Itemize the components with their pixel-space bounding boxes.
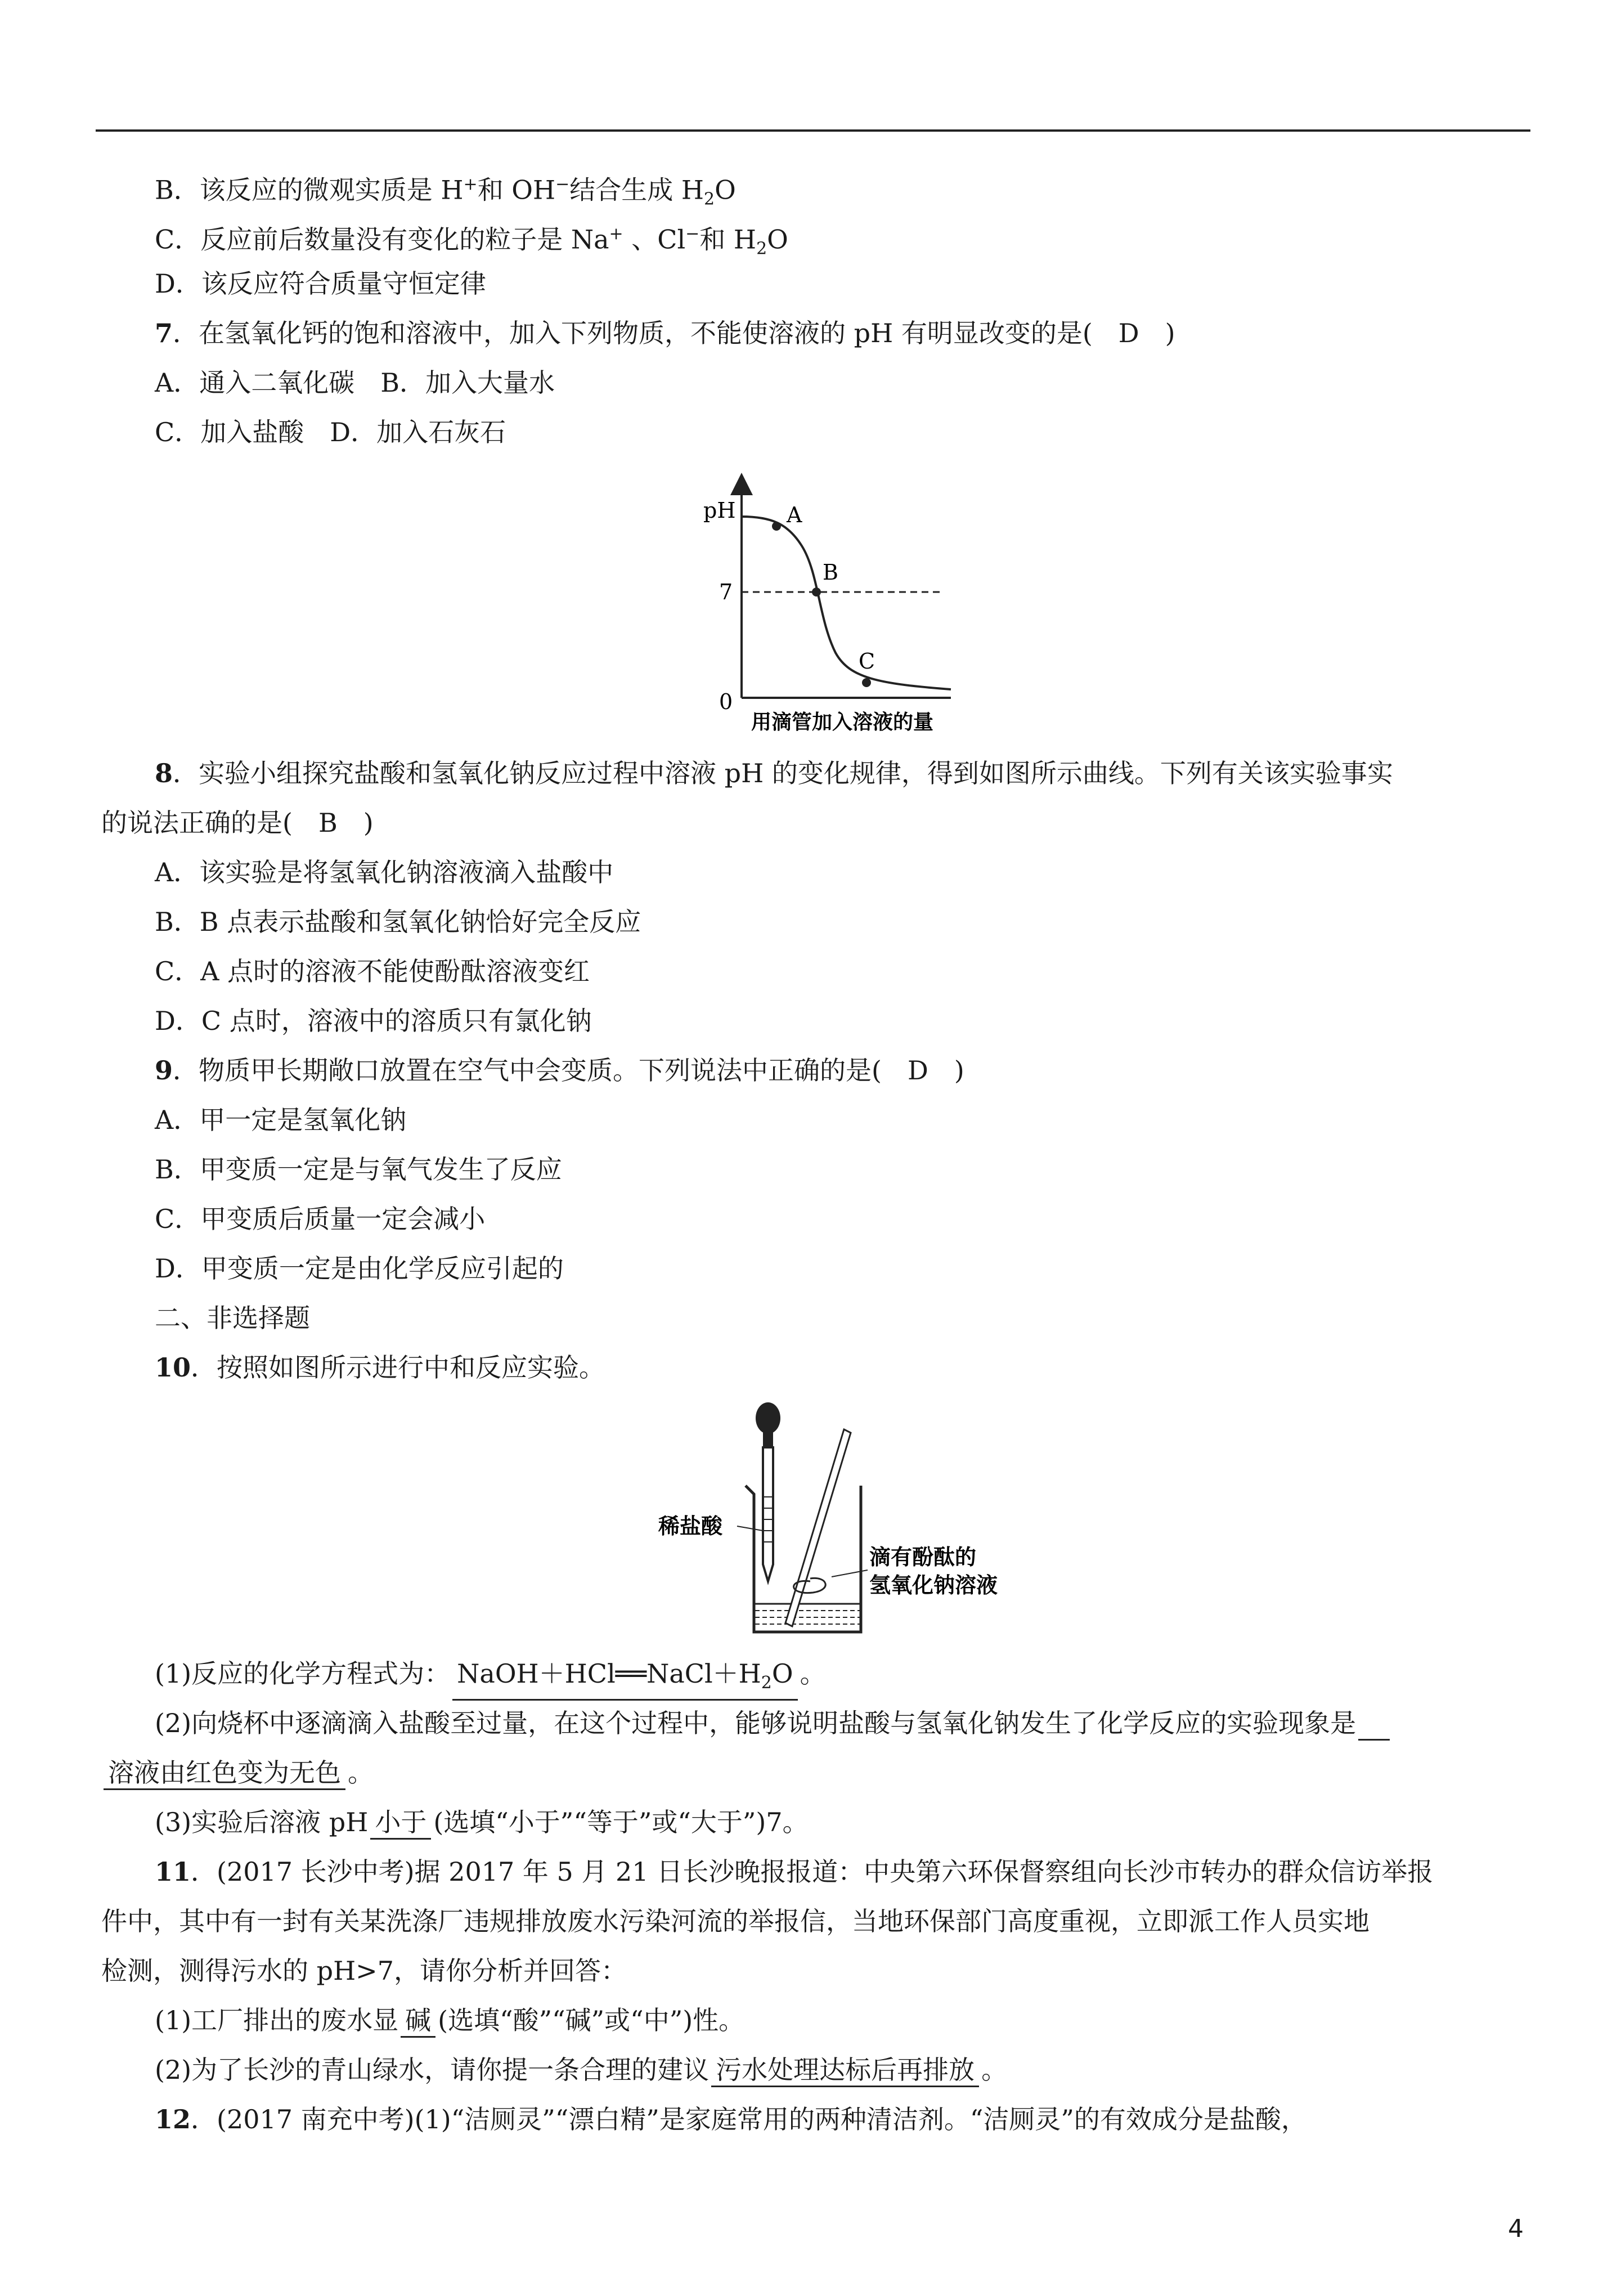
page-number: 4 — [1508, 2214, 1524, 2243]
q11-part1: (1)工厂排出的废水显 碱 (选填“酸”“碱”或“中”)性。 — [0, 1995, 1621, 2045]
q10-answer-3: 小于 — [370, 1806, 431, 1840]
origin-label: 0 — [719, 689, 733, 714]
q8-stem-line2: 的说法正确的是( B ) — [101, 808, 374, 838]
q8-option-a: A．该实验是将氢氧化钠溶液滴入盐酸中 — [155, 857, 614, 887]
q10-stem: 10．按照如图所示进行中和反应实验。 — [155, 1352, 605, 1383]
ph-curve — [742, 517, 951, 689]
q10-part2-line1: (2)向烧杯中逐滴滴入盐酸至过量，在这个过程中，能够说明盐酸与氢氧化钠发生了化学反应的实验现象是 — [0, 1698, 1621, 1748]
q11-answer-2: 污水处理达标后再排放 — [711, 2054, 979, 2087]
point-b-marker — [812, 588, 821, 597]
q11-part2: (2)为了长沙的青山绿水，请你提一条合理的建议 污水处理达标后再排放 。 — [0, 2045, 1621, 2095]
q10-part1: (1)反应的化学方程式为： $NaOH+HCl══NaCl+H_2O$ 。 — [0, 1649, 1621, 1698]
q10-part3: (3)实验后溶液 pH 小于 (选填“小于”“等于”或“大于”)7。 — [0, 1797, 1621, 1847]
q11-stem-line1: 11．(2017 长沙中考)据 2017 年 5 月 21 日长沙晚报报道：中央第六环保督察组向长沙市转办的群众信访举报 — [155, 1856, 1434, 1887]
point-c-marker — [862, 678, 871, 687]
q6-option-b: B．该反应的微观实质是 H+和 OH−结合生成 $H_2O$ — [155, 174, 736, 209]
label-naoh-line2: 氢氧化钠溶液 — [869, 1572, 998, 1598]
dropper-tube — [763, 1447, 773, 1581]
point-a-marker — [772, 522, 781, 531]
q6-option-d: D．该反应符合质量守恒定律 — [155, 268, 486, 299]
label-naoh-line1: 滴有酚酞的 — [869, 1544, 977, 1569]
q10-answer-1: $NaOH+HCl══NaCl+H_2O$ — [452, 1658, 797, 1701]
q9-option-b: B．甲变质一定是与氧气发生了反应 — [155, 1154, 562, 1185]
x-axis-label: 用滴管加入溶液的量 — [751, 710, 934, 734]
tick-7: 7 — [719, 580, 733, 604]
section-heading: 二、非选择题 — [155, 1303, 310, 1333]
q6-option-c: C．反应前后数量没有变化的粒子是 Na+ 、Cl−和 $H_2O$ — [155, 224, 788, 259]
beaker-liquid — [755, 1604, 860, 1624]
point-c-label: C — [859, 649, 875, 674]
q8-option-b: B．B 点表示盐酸和氢氧化钠恰好完全反应 — [155, 907, 641, 937]
glass-rod — [785, 1429, 851, 1626]
q7-options-cd: C．加入盐酸 D．加入石灰石 — [155, 417, 506, 447]
q7-stem: 7．在氢氧化钙的饱和溶液中，加入下列物质，不能使溶液的 pH 有明显改变的是( D ) — [155, 318, 1175, 348]
label-dilute-hcl: 稀盐酸 — [658, 1513, 723, 1539]
q9-option-a: A．甲一定是氢氧化钠 — [155, 1105, 407, 1135]
dropper-bulb — [756, 1402, 780, 1434]
header-rule — [96, 129, 1530, 132]
point-b-label: B — [823, 560, 838, 585]
y-axis-label: pH — [703, 498, 736, 523]
q11-stem-line2: 件中，其中有一封有关某洗涤厂违规排放废水污染河流的举报信，当地环保部门高度重视，立即派工作人员实地 — [101, 1906, 1369, 1936]
point-a-label: A — [787, 503, 802, 527]
q9-option-d: D．甲变质一定是由化学反应引起的 — [155, 1253, 564, 1284]
q9-option-c: C．甲变质后质量一定会减小 — [155, 1204, 486, 1234]
titration-figure — [653, 1396, 1035, 1643]
q11-answer-1: 碱 — [401, 2004, 435, 2038]
q11-stem-line3: 检测，测得污水的 pH>7，请你分析并回答： — [101, 1956, 627, 1986]
q8-stem-line1: 8．实验小组探究盐酸和氢氧化钠反应过程中溶液 pH 的变化规律，得到如图所示曲线。下列有关该实验事实 — [155, 758, 1393, 788]
ph-curve-figure — [692, 473, 1007, 737]
q9-stem: 9．物质甲长期敞口放置在空气中会变质。下列说法中正确的是( D ) — [155, 1055, 964, 1086]
q10-answer-2: 溶液由红色变为无色 — [104, 1757, 345, 1790]
q8-option-d: D．C 点时，溶液中的溶质只有氯化钠 — [155, 1006, 592, 1036]
q12-stem: 12．(2017 南充中考)(1)“洁厕灵”“漂白精”是家庭常用的两种清洁剂。“洁厕灵”的有效成分是盐酸， — [155, 2104, 1307, 2134]
q7-options-ab: A．通入二氧化碳 B．加入大量水 — [155, 367, 555, 398]
q8-option-c: C．A 点时的溶液不能使酚酞溶液变红 — [155, 956, 590, 986]
q10-part2-line2: 溶液由红色变为无色 。 — [0, 1748, 1621, 1797]
